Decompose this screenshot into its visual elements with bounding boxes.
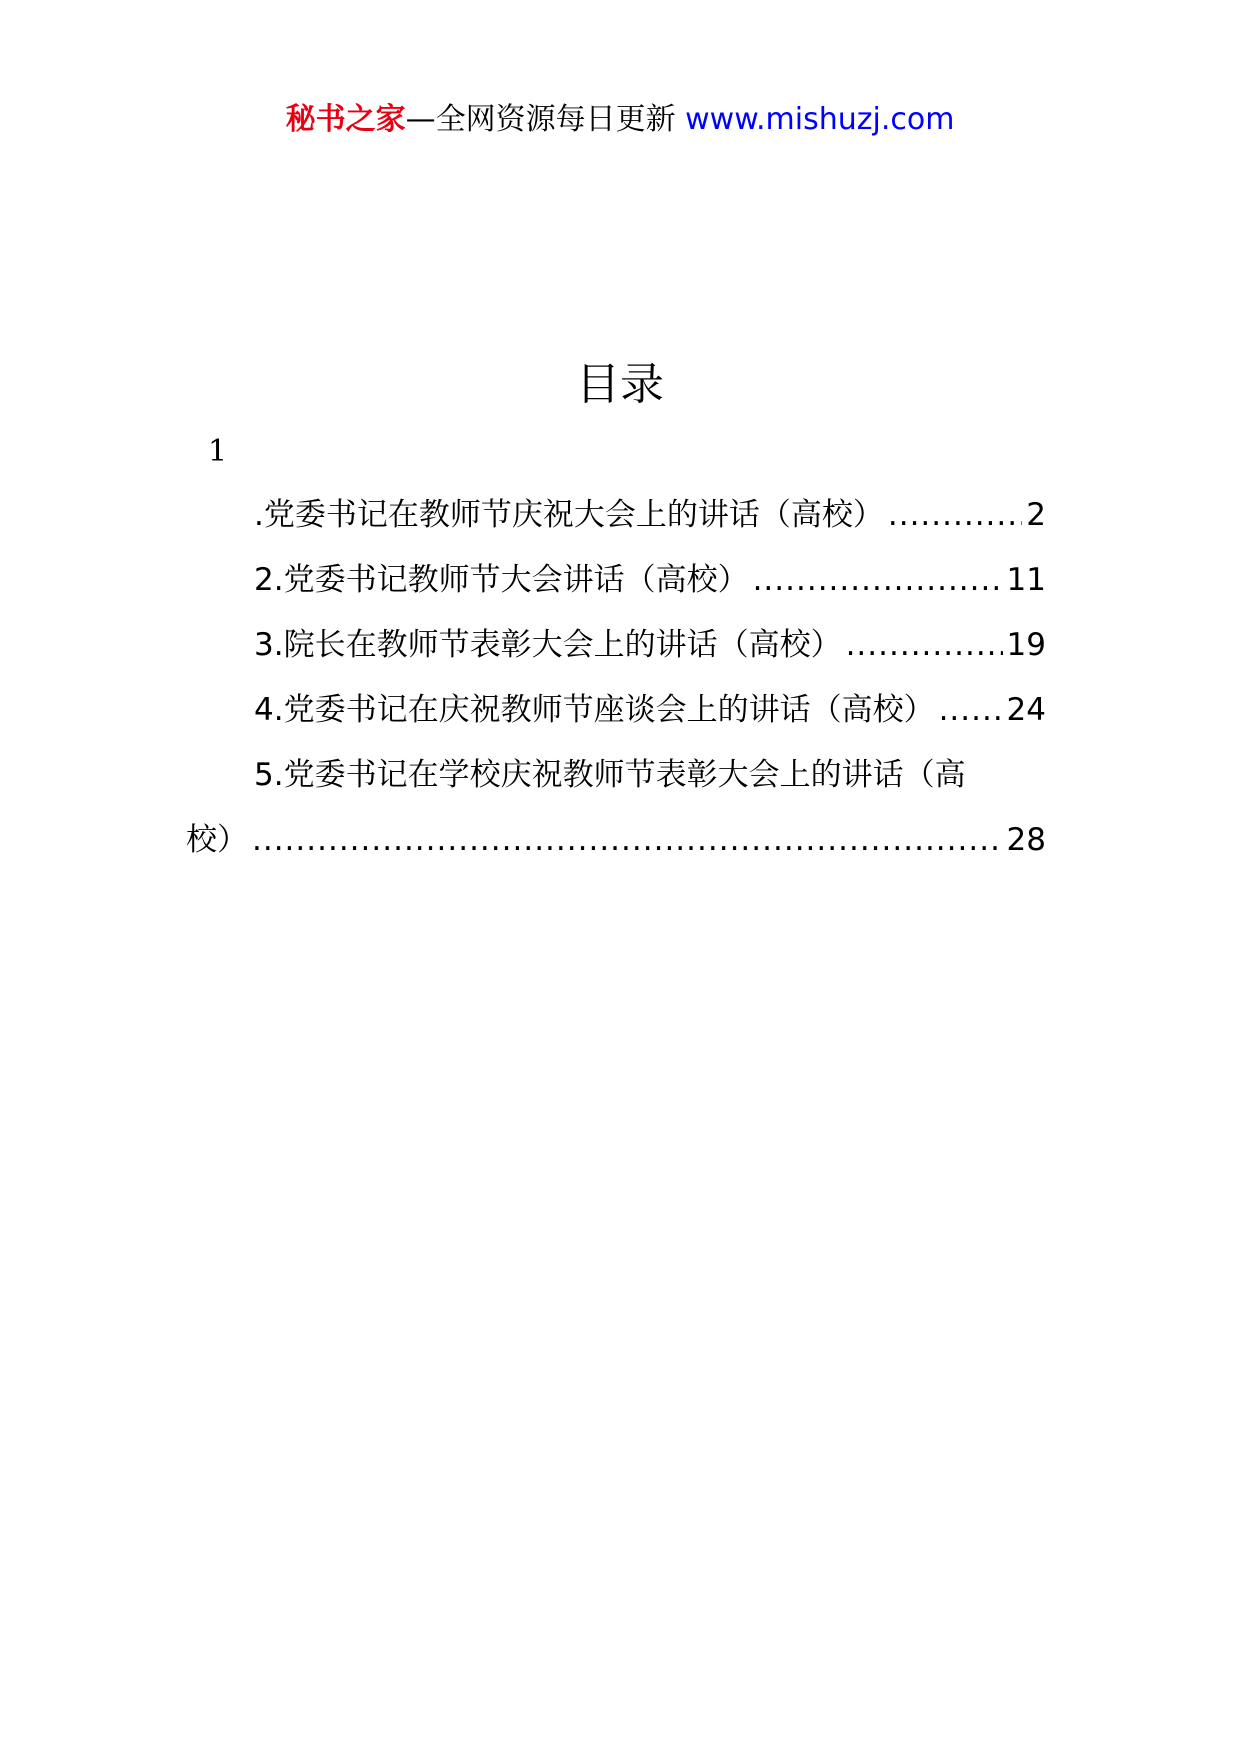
dot-leader	[846, 620, 1003, 670]
toc-entry-page: 28	[1006, 822, 1046, 858]
banner-slogan: —全网资源每日更新	[405, 102, 676, 137]
toc-entry-page: 11	[1006, 562, 1046, 598]
toc-entry-wrapped-line2[interactable]	[186, 815, 1046, 880]
toc-entry-page: 19	[1006, 627, 1046, 663]
toc-entry-page: 24	[1006, 692, 1046, 728]
toc-entry[interactable]	[186, 620, 1046, 685]
toc-entry-label-continuation: 校）	[186, 822, 248, 858]
toc-entry[interactable]	[186, 685, 1046, 750]
toc-entry-label: 3.院长在教师节表彰大会上的讲话（高校）	[254, 627, 842, 663]
site-link[interactable]: www.mishuzj.com	[685, 102, 955, 137]
toc-marker: 1	[208, 434, 228, 469]
toc-entry[interactable]	[186, 490, 1046, 555]
brand-name: 秘书之家	[285, 102, 406, 137]
dot-leader	[939, 685, 1003, 735]
toc-entry-label: .党委书记在教师节庆祝大会上的讲话（高校）	[254, 497, 884, 533]
toc-entry-label: 2.党委书记教师节大会讲话（高校）	[254, 562, 749, 598]
toc-entry-label: 4.党委书记在庆祝教师节座谈会上的讲话（高校）	[254, 692, 935, 728]
toc-entry-wrapped-line1[interactable]: 5.党委书记在学校庆祝教师节表彰大会上的讲话（高	[254, 757, 966, 793]
header-banner	[0, 100, 1240, 140]
toc-title: 目录	[576, 359, 664, 410]
dot-leader	[888, 490, 1022, 540]
dot-leader	[252, 815, 1003, 865]
toc-entry[interactable]	[186, 555, 1046, 620]
toc-entry-page: 2	[1026, 497, 1046, 533]
dot-leader	[753, 555, 1003, 605]
toc-list	[186, 490, 1046, 880]
